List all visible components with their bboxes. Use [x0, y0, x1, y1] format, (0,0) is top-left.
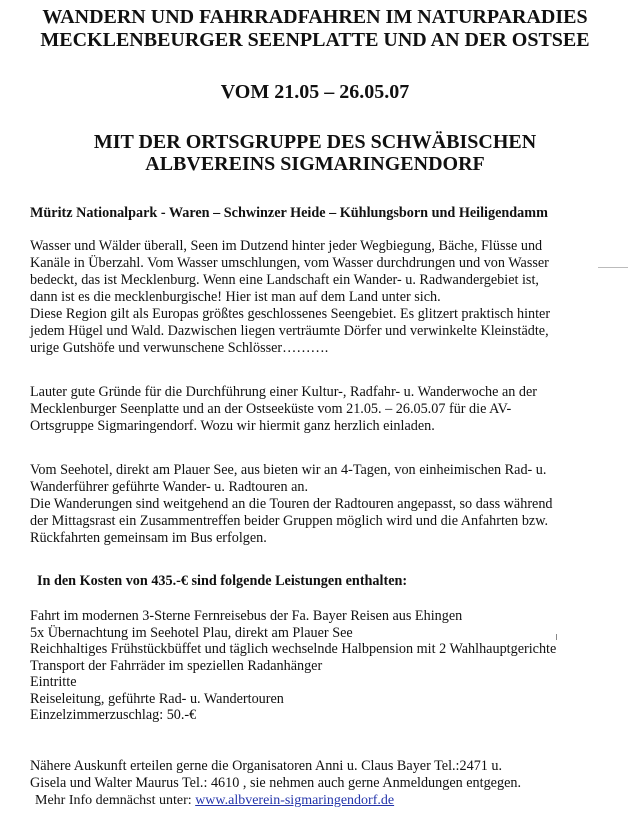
- service-item: 5x Übernachtung im Seehotel Plau, direkt am Plauer See: [30, 624, 353, 641]
- intro-line: bedeckt, das ist Mecklenburg. Wenn eine Landschaft ein Wander- u. Radwandergebiet ist,: [30, 272, 539, 288]
- service-item: Einzelzimmerzuschlag: 50.-€: [30, 707, 197, 723]
- more-info: [35, 793, 394, 809]
- intro-line: jedem Hügel und Wald. Dazwischen liegen verträumte Dörfer und verwinkelte Kleinstädte,: [30, 323, 549, 339]
- hotel-line: Die Wanderungen sind weitgehend an die Touren der Radtouren angepasst, so dass während: [30, 496, 553, 512]
- costs-heading: In den Kosten von 435.-€ sind folgende Leistungen enthalten:: [37, 573, 408, 589]
- intro-line: Kanäle in Überzahl. Vom Wasser umschlungen, vom Wasser durchdrungen und von Wasser: [30, 255, 549, 271]
- reasons-line: Ortsgruppe Sigmaringendorf. Wozu wir hiermit ganz herzlich einladen.: [30, 418, 435, 434]
- contact-line-1: Nähere Auskunft erteilen gerne die Organisatoren Anni u. Claus Bayer Tel.:2471 u.: [30, 758, 503, 774]
- hotel-line: Wanderführer geführte Wander- u. Radtouren an.: [30, 479, 309, 495]
- services-list: [30, 608, 556, 724]
- reasons-paragraph: [30, 384, 625, 435]
- hotel-paragraph: [30, 462, 625, 547]
- service-item: Eintritte: [30, 674, 77, 690]
- intro-line: dann ist es die mecklenburgische! Hier ist man auf dem Land unter sich.: [30, 289, 441, 305]
- contact-line-2: Gisela und Walter Maurus Tel.: 4610 , sie nehmen auch gerne Anmeldungen entgegen.: [30, 775, 522, 791]
- title-line-1: WANDERN UND FAHRRADFAHREN IM NATURPARADIES: [42, 6, 588, 28]
- reasons-line: Lauter gute Gründe für die Durchführung einer Kultur-, Radfahr- u. Wanderwoche an der: [30, 384, 538, 400]
- service-item: Reiseleitung, geführte Rad- u. Wandertouren: [30, 690, 284, 707]
- service-item: Reichhaltiges Frühstückbüffet und täglich wechselnde Halbpension mit 2 Wahlhauptgerichte: [30, 641, 557, 657]
- reasons-line: Mecklenburger Seenplatte und an der Ostseeküste vom 21.05. – 26.05.07 für die AV-: [30, 401, 512, 417]
- hotel-line: Vom Seehotel, direkt am Plauer See, aus bieten wir an 4-Tagen, von einheimischen Rad- u.: [30, 462, 547, 478]
- date-range: VOM 21.05 – 26.05.07: [220, 81, 410, 103]
- contact-block: [30, 758, 521, 792]
- hotel-line: Rückfahrten gemeinsam im Bus erfolgen.: [30, 530, 267, 546]
- website-link[interactable]: www.albverein-sigmaringendorf.de: [195, 793, 395, 808]
- group-line-2: ALBVEREINS SIGMARINGENDORF: [145, 153, 485, 175]
- intro-paragraph: [30, 238, 625, 357]
- intro-line: Wasser und Wälder überall, Seen im Dutzend hinter jeder Wegbiegung, Bäche, Flüsse und: [30, 238, 543, 254]
- group-line-1: MIT DER ORTSGRUPPE DES SCHWÄBISCHEN: [93, 131, 537, 153]
- service-item: Transport der Fahrräder im speziellen Radanhänger: [30, 657, 323, 674]
- service-item: Fahrt im modernen 3-Sterne Fernreisebus der Fa. Bayer Reisen aus Ehingen: [30, 608, 463, 624]
- route-line: Müritz Nationalpark - Waren – Schwinzer Heide – Kühlungsborn und Heiligendamm: [30, 205, 548, 221]
- hotel-line: der Mittagsrast ein Zusammentreffen beider Gruppen möglich wird und die Anfahrten bzw.: [30, 513, 549, 529]
- scan-artifact: [556, 634, 557, 640]
- intro-line: Diese Region gilt als Europas größtes geschlossenes Seengebiet. Es glitzert praktisch hinter: [30, 306, 551, 322]
- intro-line: urige Gutshöfe und verwunschene Schlösser……….: [30, 340, 329, 356]
- more-info-label: Mehr Info demnächst unter:: [35, 793, 196, 808]
- title-line-2: MECKLENBEURGER SEENPLATTE UND AN DER OSTSEE: [40, 29, 590, 51]
- scan-artifact: [598, 267, 628, 268]
